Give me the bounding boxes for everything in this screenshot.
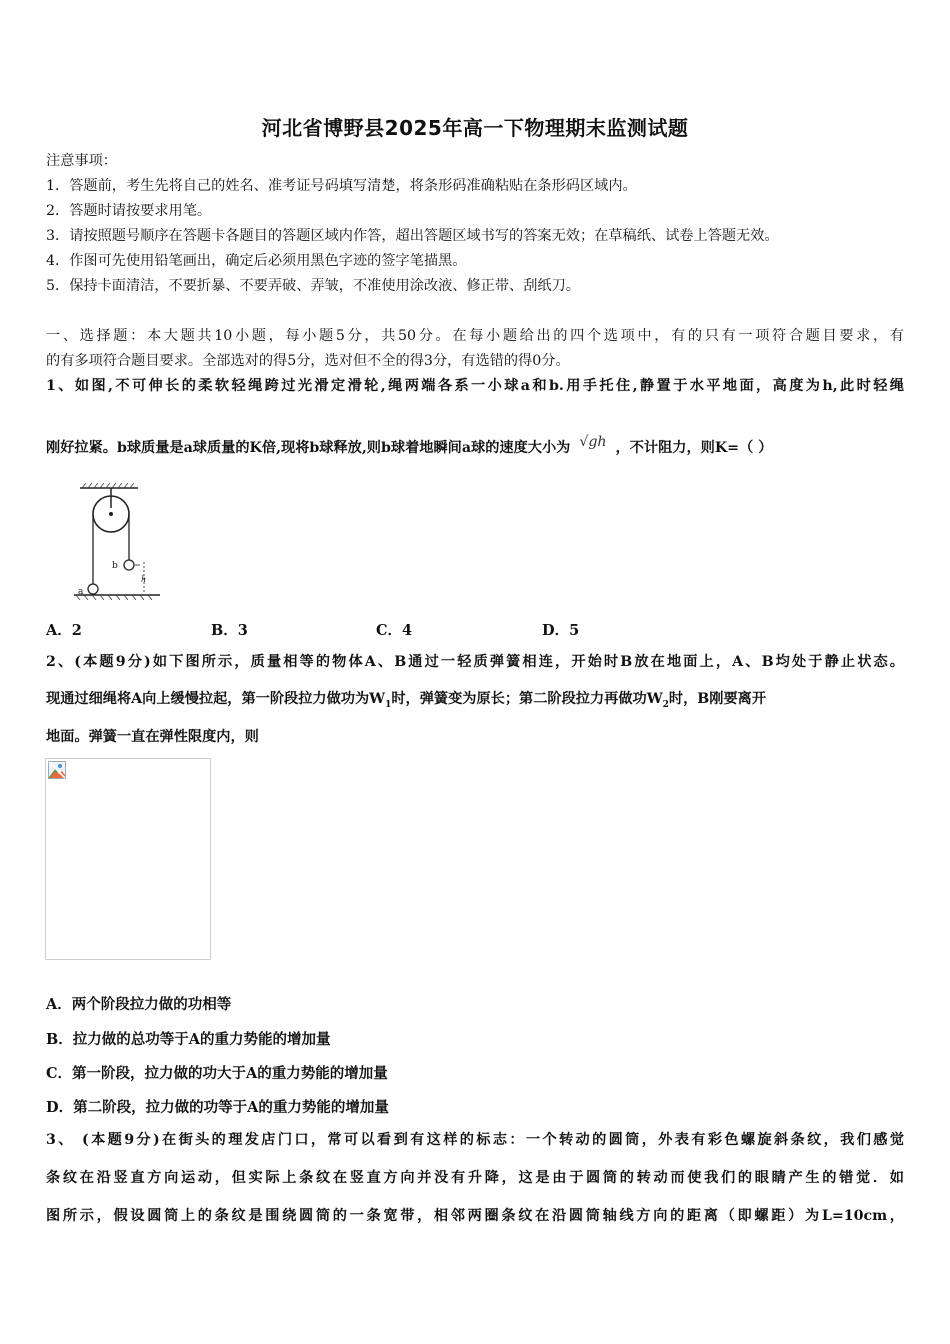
q2-option-c: C．第一阶段，拉力做的功大于A的重力势能的增加量 (46, 1065, 388, 1082)
q2-text-line: 2、(本题9分)如下图所示，质量相等的物体A、B通过一轻质弹簧相连，开始时B放在地面上，A、B均处于静止状态。 (46, 654, 904, 670)
q1-option-c: C．4 (376, 622, 413, 639)
q1-text-line (46, 434, 773, 458)
q2-text-part: 时，弹簧变为原长；第二阶段拉力再做功W (391, 691, 663, 707)
q2-text-part: 时，B刚要离开 (668, 691, 767, 707)
q2-option-b: B．拉力做的总功等于A的重力势能的增加量 (46, 1031, 331, 1048)
q1-text-line: 1、如图,不可伸长的柔软轻绳跨过光滑定滑轮,绳两端各系一小球a和b.用手托住,静置于水平地面，高度为h,此时轻绳 (46, 378, 904, 394)
section-intro-line: 的有多项符合题目要求。全部选对的得5分，选对但不全的得3分，有选错的得0分。 (46, 353, 570, 369)
q1-text-after: ，不计阻力，则K=（ ） (615, 440, 773, 456)
q2-text-line: 地面。弹簧一直在弹性限度内，则 (46, 729, 259, 745)
broken-image-icon (48, 761, 66, 779)
notice-item: 5．保持卡面清洁，不要折暴、不要弄破、弄皱，不准使用涂改液、修正带、刮纸刀。 (46, 278, 580, 294)
q1-text-before: 刚好拉紧。b球质量是a球质量的K倍,现将b球释放,则b球着地瞬间a球的速度大小为 (46, 440, 571, 456)
broken-image-placeholder (45, 758, 211, 960)
notice-item: 1．答题前，考生先将自己的姓名、准考证号码填写清楚，将条形码准确粘贴在条形码区域内。 (46, 178, 637, 194)
notice-item: 2．答题时请按要求用笔。 (46, 203, 212, 219)
notice-heading: 注意事项： (46, 153, 117, 169)
q3-text-line: 条纹在沿竖直方向运动，但实际上条纹在竖直方向并没有升降，这是由于圆筒的转动而使我们的眼睛产生的错觉．如 (46, 1170, 904, 1186)
label-b: b (112, 561, 118, 571)
q2-text-part: 现通过细绳将A向上缓慢拉起，第一阶段拉力做功为W (46, 691, 386, 707)
q2-option-a: A．两个阶段拉力做的功相等 (46, 996, 232, 1013)
label-a: a (78, 587, 84, 597)
page-title: 河北省博野县2025年高一下物理期末监测试题 (261, 116, 689, 140)
q2-option-d: D．第二阶段，拉力做的功等于A的重力势能的增加量 (46, 1099, 389, 1116)
q3-text-line: 3、 (本题9分)在街头的理发店门口，常可以看到有这样的标志：一个转动的圆筒，外表有彩色螺旋斜条纹，我们感觉 (46, 1132, 904, 1148)
q2-text-line (46, 689, 766, 715)
notice-item: 3．请按照题号顺序在答题卡各题目的答题区域内作答，超出答题区域书写的答案无效；在草稿纸、试卷上答题无效。 (46, 228, 779, 244)
q1-option-d: D．5 (542, 622, 580, 639)
q2-subscript: 1 (385, 699, 392, 710)
sqrt-gh-formula: √gh (579, 434, 607, 450)
q2-subscript: 2 (662, 699, 669, 710)
q1-option-b: B．3 (211, 622, 248, 639)
pulley-figure (74, 482, 164, 604)
q1-option-a: A．2 (46, 622, 82, 639)
section-intro-line: 一、选择题：本大题共10小题，每小题5分，共50分。在每小题给出的四个选项中，有的只有一项符合题目要求，有 (46, 328, 904, 344)
ball-b (124, 560, 134, 570)
notice-item: 4．作图可先使用铅笔画出，确定后必须用黑色字迹的签字笔描黑。 (46, 253, 467, 269)
ball-a (88, 584, 98, 594)
q3-text-line: 图所示，假设圆筒上的条纹是围绕圆筒的一条宽带，相邻两圈条纹在沿圆筒轴线方向的距离（即螺距）为L=10cm， (46, 1208, 904, 1224)
label-h: h (141, 575, 147, 584)
